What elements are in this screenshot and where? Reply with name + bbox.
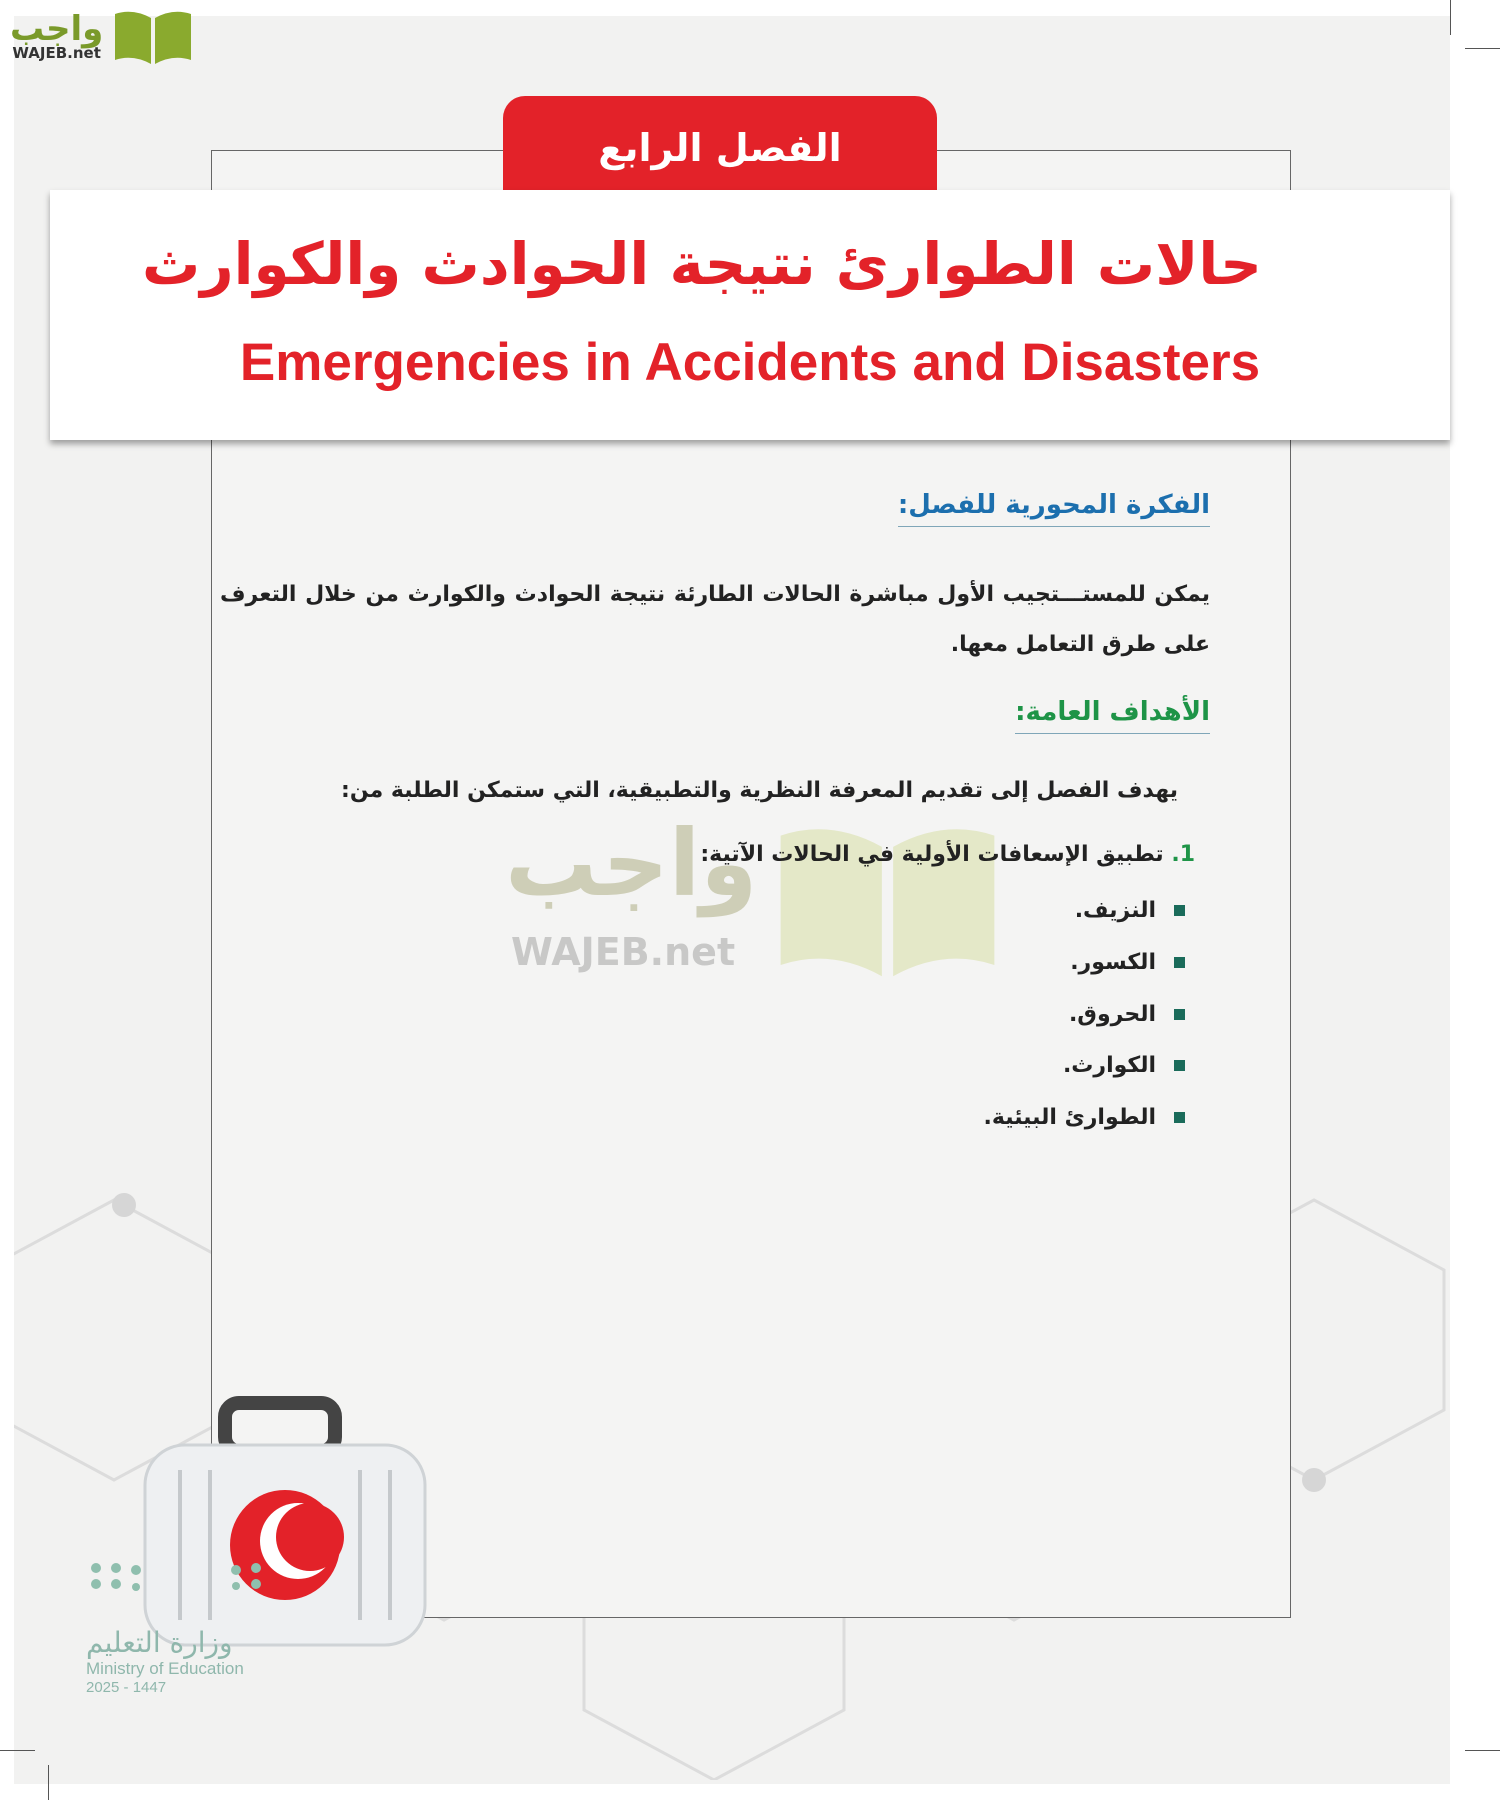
bullet-text: النزيف. bbox=[1074, 898, 1156, 923]
bullet-icon bbox=[1174, 1060, 1185, 1071]
goal-item-1 bbox=[700, 842, 1195, 867]
central-idea-heading: الفكرة المحورية للفصل: bbox=[898, 490, 1210, 527]
chapter-tab: الفصل الرابع bbox=[503, 96, 937, 200]
watermark-text-ar: واجب bbox=[505, 810, 758, 917]
title-banner bbox=[50, 190, 1450, 440]
bullet-icon bbox=[1174, 905, 1185, 916]
bullet-icon bbox=[1174, 957, 1185, 968]
chapter-title-ar: حالات الطوارئ نتيجة الحوادث والكوارث bbox=[142, 230, 1262, 298]
bullet-item bbox=[1075, 898, 1185, 923]
bullet-item bbox=[1069, 1002, 1185, 1027]
bullet-icon bbox=[1174, 1112, 1185, 1123]
ministry-dots-icon bbox=[86, 1560, 286, 1610]
chapter-title-en: Emergencies in Accidents and Disasters bbox=[239, 333, 1261, 392]
bullet-text: الحروق. bbox=[1068, 1002, 1156, 1027]
wajeb-watermark bbox=[505, 810, 1005, 990]
bullet-item bbox=[984, 1105, 1185, 1130]
item-number: 1. bbox=[1171, 842, 1195, 867]
crop-mark bbox=[1465, 48, 1500, 49]
logo-text-ar: واجب bbox=[10, 8, 104, 49]
item-text: تطبيق الإسعافات الأولية في الحالات الآتية: bbox=[700, 842, 1164, 867]
bullet-text: الطوارئ البيئية. bbox=[983, 1105, 1156, 1130]
bullet-item bbox=[1070, 950, 1185, 975]
crop-mark bbox=[1465, 1750, 1500, 1751]
ministry-name-en: Ministry of Education bbox=[86, 1659, 244, 1678]
watermark-book-icon bbox=[775, 810, 1000, 985]
ministry-logo bbox=[86, 1560, 286, 1696]
ministry-name-ar: وزارة التعليم bbox=[86, 1626, 233, 1659]
bullet-text: الكسور. bbox=[1070, 950, 1156, 975]
logo-text-en: WAJEB.net bbox=[12, 43, 101, 62]
bullet-icon bbox=[1174, 1009, 1185, 1020]
crop-mark bbox=[1450, 0, 1451, 35]
bullet-item bbox=[1063, 1053, 1185, 1078]
central-idea-text: يمكن للمستـــتجيب الأول مباشرة الحالات الطارئة نتيجة الحوادث والكوارث من خلال التعرف على طرق التعامل معها. bbox=[220, 582, 1210, 657]
wajeb-logo bbox=[10, 6, 193, 66]
goals-intro: يهدف الفصل إلى تقديم المعرفة النظرية والتطبيقية، التي ستمكن الطلبة من: bbox=[341, 778, 1178, 803]
book-icon bbox=[113, 6, 193, 66]
watermark-text-en: WAJEB.net bbox=[511, 930, 736, 974]
goals-heading: الأهداف العامة: bbox=[1015, 697, 1210, 734]
ministry-year: 2025 - 1447 bbox=[86, 1679, 167, 1696]
bullet-text: الكوارث. bbox=[1062, 1053, 1156, 1078]
